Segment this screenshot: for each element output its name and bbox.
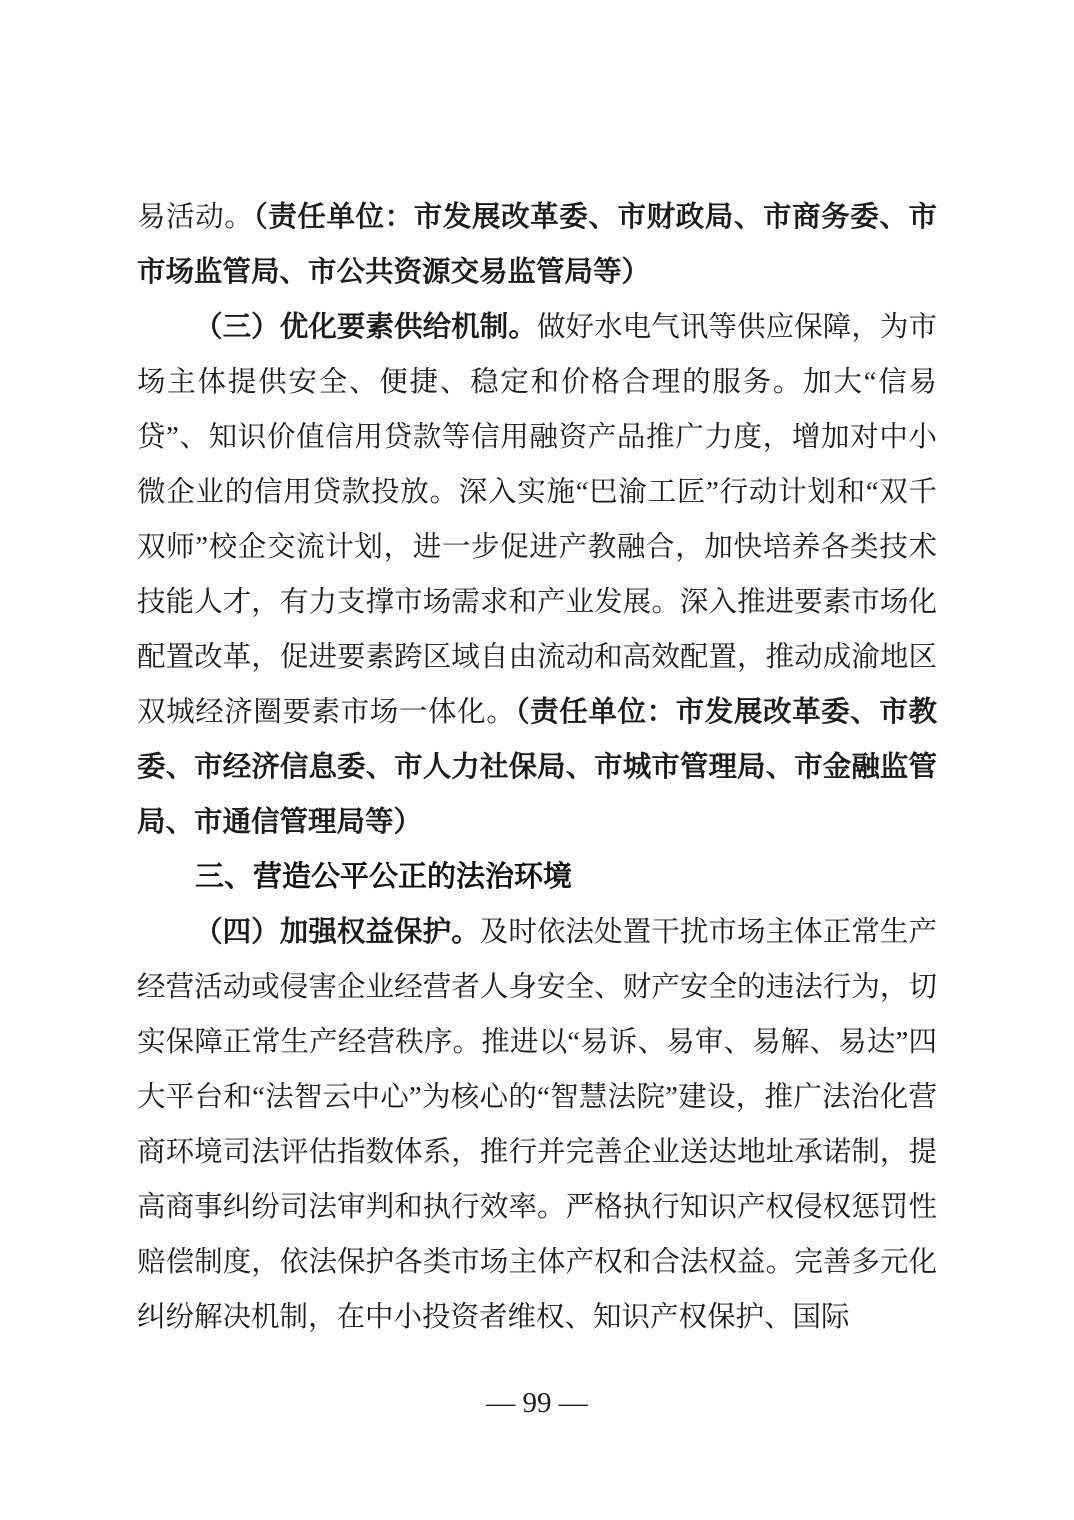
page-footer — [0, 1383, 1074, 1423]
section-heading: 三、营造公平公正的法治环境 — [195, 861, 573, 893]
document-body — [137, 190, 937, 1345]
page-number: — 99 — — [486, 1387, 588, 1419]
clause-title: （三）优化要素供给机制。 — [194, 312, 537, 343]
paragraph — [137, 905, 937, 1345]
body-text: 及时依法处置干扰市场主体正常生产经营活动或侵害企业经营者人身安全、财产安全的违法行为，切实保障正常生产经营秩序。推进以“易诉、易审、易解、易达”四大平台和“法智云中心”为核心的“智慧法院”建设，推广法治化营商环境司法评估指数体系，推行并完善企业送达地址承诺制，提高商事纠纷司法审判和执行效率。严格执行知识产权侵权惩罚性赔偿制度，依法保护各类市场主体产权和合法权益。完善多元化纠纷解决机制，在中小投资者维权、知识产权保护、国际 — [137, 917, 937, 1333]
body-text: 做好水电气讯等供应保障，为市场主体提供安全、便捷、稳定和价格合理的服务。加大“信易贷”、知识价值信用贷款等信用融资产品推广力度，增加对中小微企业的信用贷款投放。深入实施“巴渝工匠”行动计划和“双千双师”校企交流计划，进一步促进产教融合，加快培养各类技术技能人才，有力支撑市场需求和产业发展。深入推进要素市场化配置改革，促进要素跨区域自由流动和高效配置，推动成渝地区双城经济圈要素市场一体化。 — [137, 312, 937, 728]
clause-title: （四）加强权益保护。 — [194, 917, 480, 948]
responsible-units: （责任单位：市发展改革委、市教委、市经济信息委、市人力社保局、市城市管理局、市金融监管局、市通信管理局等） — [137, 697, 937, 838]
responsible-units: （责任单位：市发展改革委、市财政局、市商务委、市市场监管局、市公共资源交易监管局等） — [137, 202, 937, 288]
body-text: 易活动。 — [137, 202, 254, 233]
paragraph — [137, 300, 937, 850]
paragraph — [137, 190, 937, 300]
